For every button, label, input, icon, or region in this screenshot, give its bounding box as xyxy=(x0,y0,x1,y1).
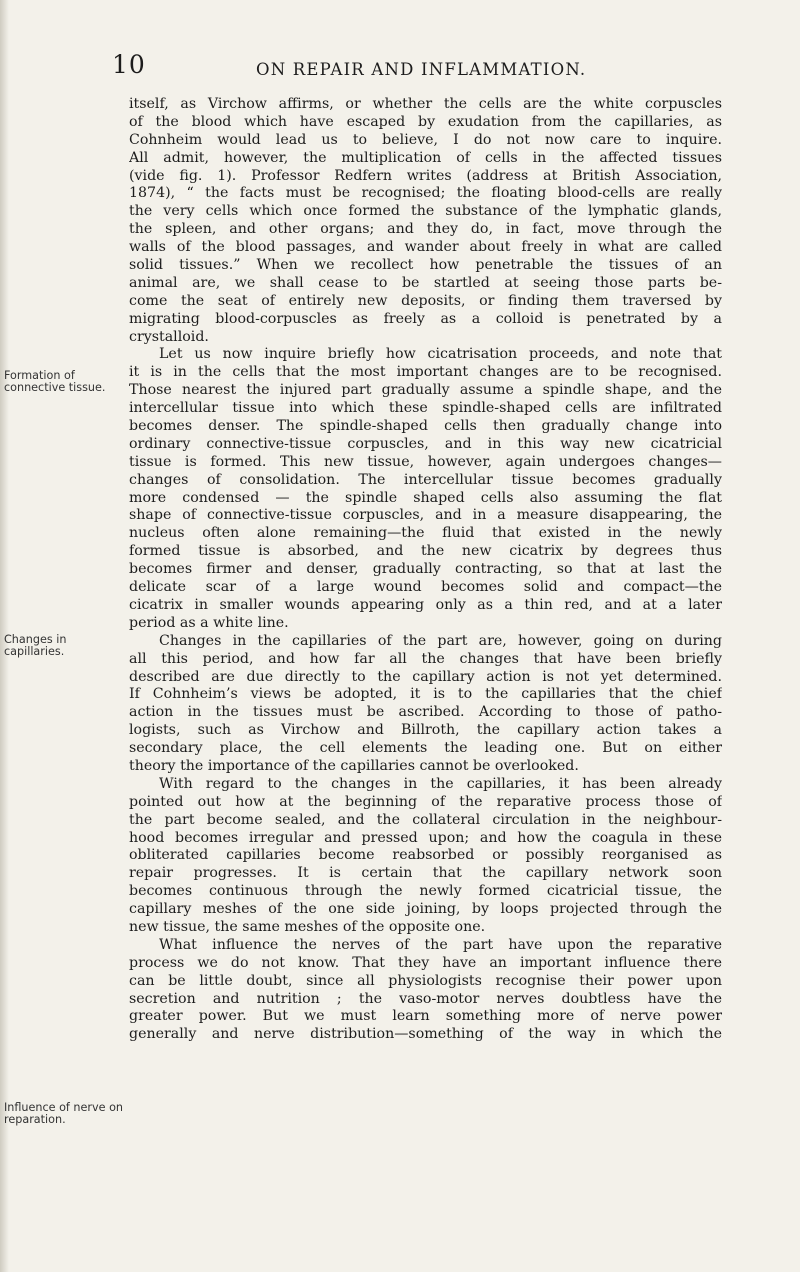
text-line: shape of connective-tissue corpuscles, and in a measure disappearing, the xyxy=(129,507,722,524)
text-line: obliterated capillaries become reabsorbed or possibly reorganised as xyxy=(129,847,722,864)
text-line: If Cohnheim’s views be adopted, it is to the capillaries that the chief xyxy=(129,686,722,703)
text-line: secondary place, the cell elements the leading one. But on either xyxy=(129,740,722,757)
text-line: migrating blood-corpuscles as freely as a colloid is penetrated by a xyxy=(129,310,722,327)
text-line: hood becomes irregular and pressed upon; and how the coagula in these xyxy=(129,829,722,846)
text-line: the spleen, and other organs; and they do, in fact, move through the xyxy=(129,221,722,238)
text-line: cicatrix in smaller wounds appearing only as a thin red, and at a later xyxy=(129,596,722,613)
text-line: secretion and nutrition ; the vaso-motor nerves doubtless have the xyxy=(129,990,722,1007)
text-line: tissue is formed. This new tissue, however, again undergoes changes— xyxy=(129,453,722,470)
text-line: walls of the blood passages, and wander about freely in what are called xyxy=(129,239,722,256)
text-line: capillary meshes of the one side joining, by loops projected through the xyxy=(129,901,722,918)
running-head: ON REPAIR AND INFLAMMATION. xyxy=(256,60,587,79)
text-line: described are due directly to the capillary action is not yet determined. xyxy=(129,668,722,685)
text-line: becomes firmer and denser, gradually contracting, so that at last the xyxy=(129,561,722,578)
text-line: With regard to the changes in the capillaries, it has been already xyxy=(159,775,722,792)
text-line: the very cells which once formed the substance of the lymphatic glands, xyxy=(129,203,722,220)
text-line: becomes continuous through the newly formed cicatricial tissue, the xyxy=(129,883,722,900)
text-line: crystalloid. xyxy=(129,328,209,345)
text-line: theory the importance of the capillaries cannot be overlooked. xyxy=(129,757,579,774)
text-line: All admit, however, the multiplication of cells in the affected tissues xyxy=(129,149,722,166)
text-line: Those nearest the injured part gradually assume a spindle shape, and the xyxy=(129,382,722,399)
text-line: Changes in the capillaries of the part are, however, going on during xyxy=(159,632,722,649)
margin-note-capillaries: Changes in capillaries. xyxy=(4,633,67,659)
text-line: period as a white line. xyxy=(129,614,289,631)
text-line: changes of consolidation. The intercellular tissue becomes gradually xyxy=(129,471,722,488)
text-line: Let us now inquire briefly how cicatrisation proceeds, and note that xyxy=(159,346,722,363)
page-number: 10 xyxy=(112,50,146,79)
text-line: animal are, we shall cease to be startled at seeing those parts be- xyxy=(129,274,722,291)
margin-note-formation: Formation of connective tissue. xyxy=(4,369,106,395)
text-line: can be little doubt, since all physiologists recognise their power upon xyxy=(129,972,722,989)
body-text xyxy=(129,96,722,1044)
text-line: What influence the nerves of the part have upon the reparative xyxy=(159,936,722,953)
text-line: all this period, and how far all the changes that have been briefly xyxy=(129,650,722,667)
text-line: Cohnheim would lead us to believe, I do not now care to inquire. xyxy=(129,131,722,148)
text-line: (vide fig. 1). Professor Redfern writes (address at British Association, xyxy=(129,167,722,184)
text-line: more condensed — the spindle shaped cells also assuming the flat xyxy=(129,489,722,506)
text-line: itself, as Virchow affirms, or whether the cells are the white corpuscles xyxy=(129,96,722,112)
text-line: ordinary connective-tissue corpuscles, and in this way new cicatricial xyxy=(129,435,722,452)
text-line: it is in the cells that the most important changes are to be recognised. xyxy=(129,364,722,381)
text-line: repair progresses. It is certain that the capillary network soon xyxy=(129,865,722,882)
text-line: the part become sealed, and the collateral circulation in the neighbour- xyxy=(129,811,722,828)
text-line: 1874), “ the facts must be recognised; the floating blood-cells are really xyxy=(129,185,722,202)
text-line: come the seat of entirely new deposits, or finding them traversed by xyxy=(129,292,722,309)
text-line: becomes denser. The spindle-shaped cells then gradually change into xyxy=(129,418,722,435)
text-line: intercellular tissue into which these spindle-shaped cells are infiltrated xyxy=(129,400,722,417)
text-line: process we do not know. That they have an important influence there xyxy=(129,954,722,971)
text-line: delicate scar of a large wound becomes solid and compact—the xyxy=(129,579,722,596)
text-line: pointed out how at the beginning of the reparative process those of xyxy=(129,793,722,810)
text-line: new tissue, the same meshes of the opposite one. xyxy=(129,918,486,935)
text-line: logists, such as Virchow and Billroth, the capillary action takes a xyxy=(129,722,722,739)
text-line: formed tissue is absorbed, and the new cicatrix by degrees thus xyxy=(129,543,722,560)
margin-note-nerve: Influence of nerve on reparation. xyxy=(4,1101,123,1127)
text-line: action in the tissues must be ascribed. According to those of patho- xyxy=(129,704,722,721)
text-line: generally and nerve distribution—something of the way in which the xyxy=(129,1026,722,1043)
text-line: nucleus often alone remaining—the fluid that existed in the newly xyxy=(129,525,722,542)
text-line: greater power. But we must learn something more of nerve power xyxy=(129,1008,722,1025)
text-line: solid tissues.” When we recollect how penetrable the tissues of an xyxy=(129,257,722,274)
text-line: of the blood which have escaped by exudation from the capillaries, as xyxy=(129,113,722,130)
